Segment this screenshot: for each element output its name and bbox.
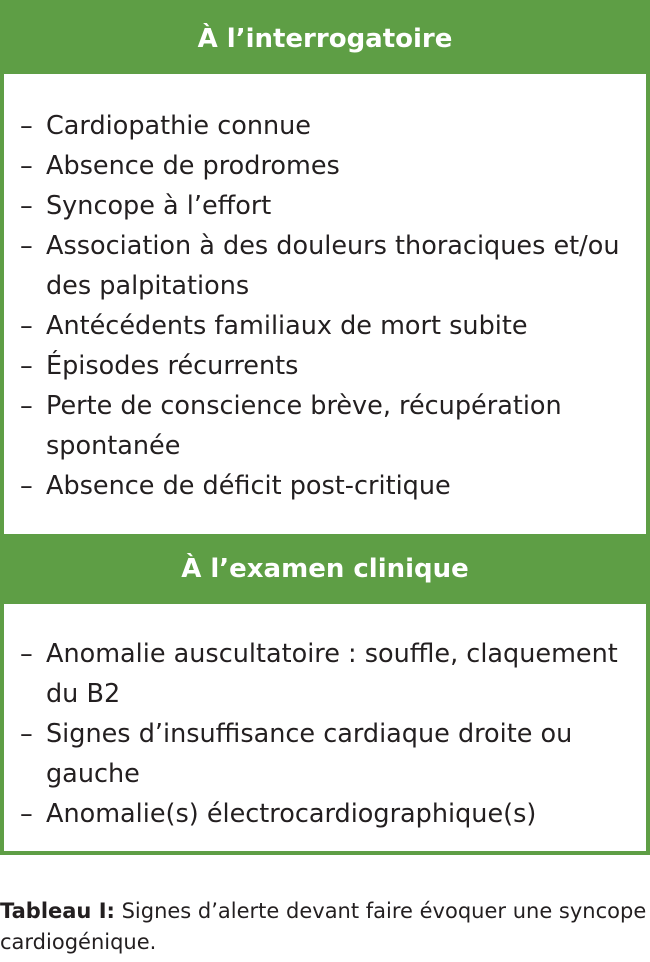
section-header-interrogatoire: À l’interrogatoire (4, 4, 646, 74)
list-item: – Absence de prodromes (20, 151, 340, 181)
caption-text: Signes d’alerte devant faire évoquer une syncope cardiogénique. (0, 899, 647, 954)
examen-clinique-list (20, 634, 636, 834)
list-item: – Syncope à l’effort (20, 191, 272, 221)
section-body-examen-clinique (4, 604, 646, 855)
section-header-examen-clinique: À l’examen clinique (4, 534, 646, 604)
section-body-interrogatoire (4, 74, 646, 534)
list-item: – Épisodes récurrents (20, 351, 299, 381)
list-item: – Association à des douleurs thoraciques et/ou des palpitations (20, 231, 620, 301)
caption-label: Tableau I: (0, 899, 115, 923)
list-item: – Cardiopathie connue (20, 111, 311, 141)
list-item: – Perte de conscience brève, récupération spontanée (20, 391, 562, 461)
list-item: – Anomalie(s) électrocardiographique(s) (20, 799, 537, 829)
list-item: – Anomalie auscultatoire : souffle, claquement du B2 (20, 639, 618, 709)
table-caption (0, 896, 650, 958)
list-item: – Antécédents familiaux de mort subite (20, 311, 528, 341)
interrogatoire-list (20, 106, 636, 506)
list-item: – Absence de déficit post-critique (20, 471, 451, 501)
list-item: – Signes d’insuffisance cardiaque droite ou gauche (20, 719, 573, 789)
